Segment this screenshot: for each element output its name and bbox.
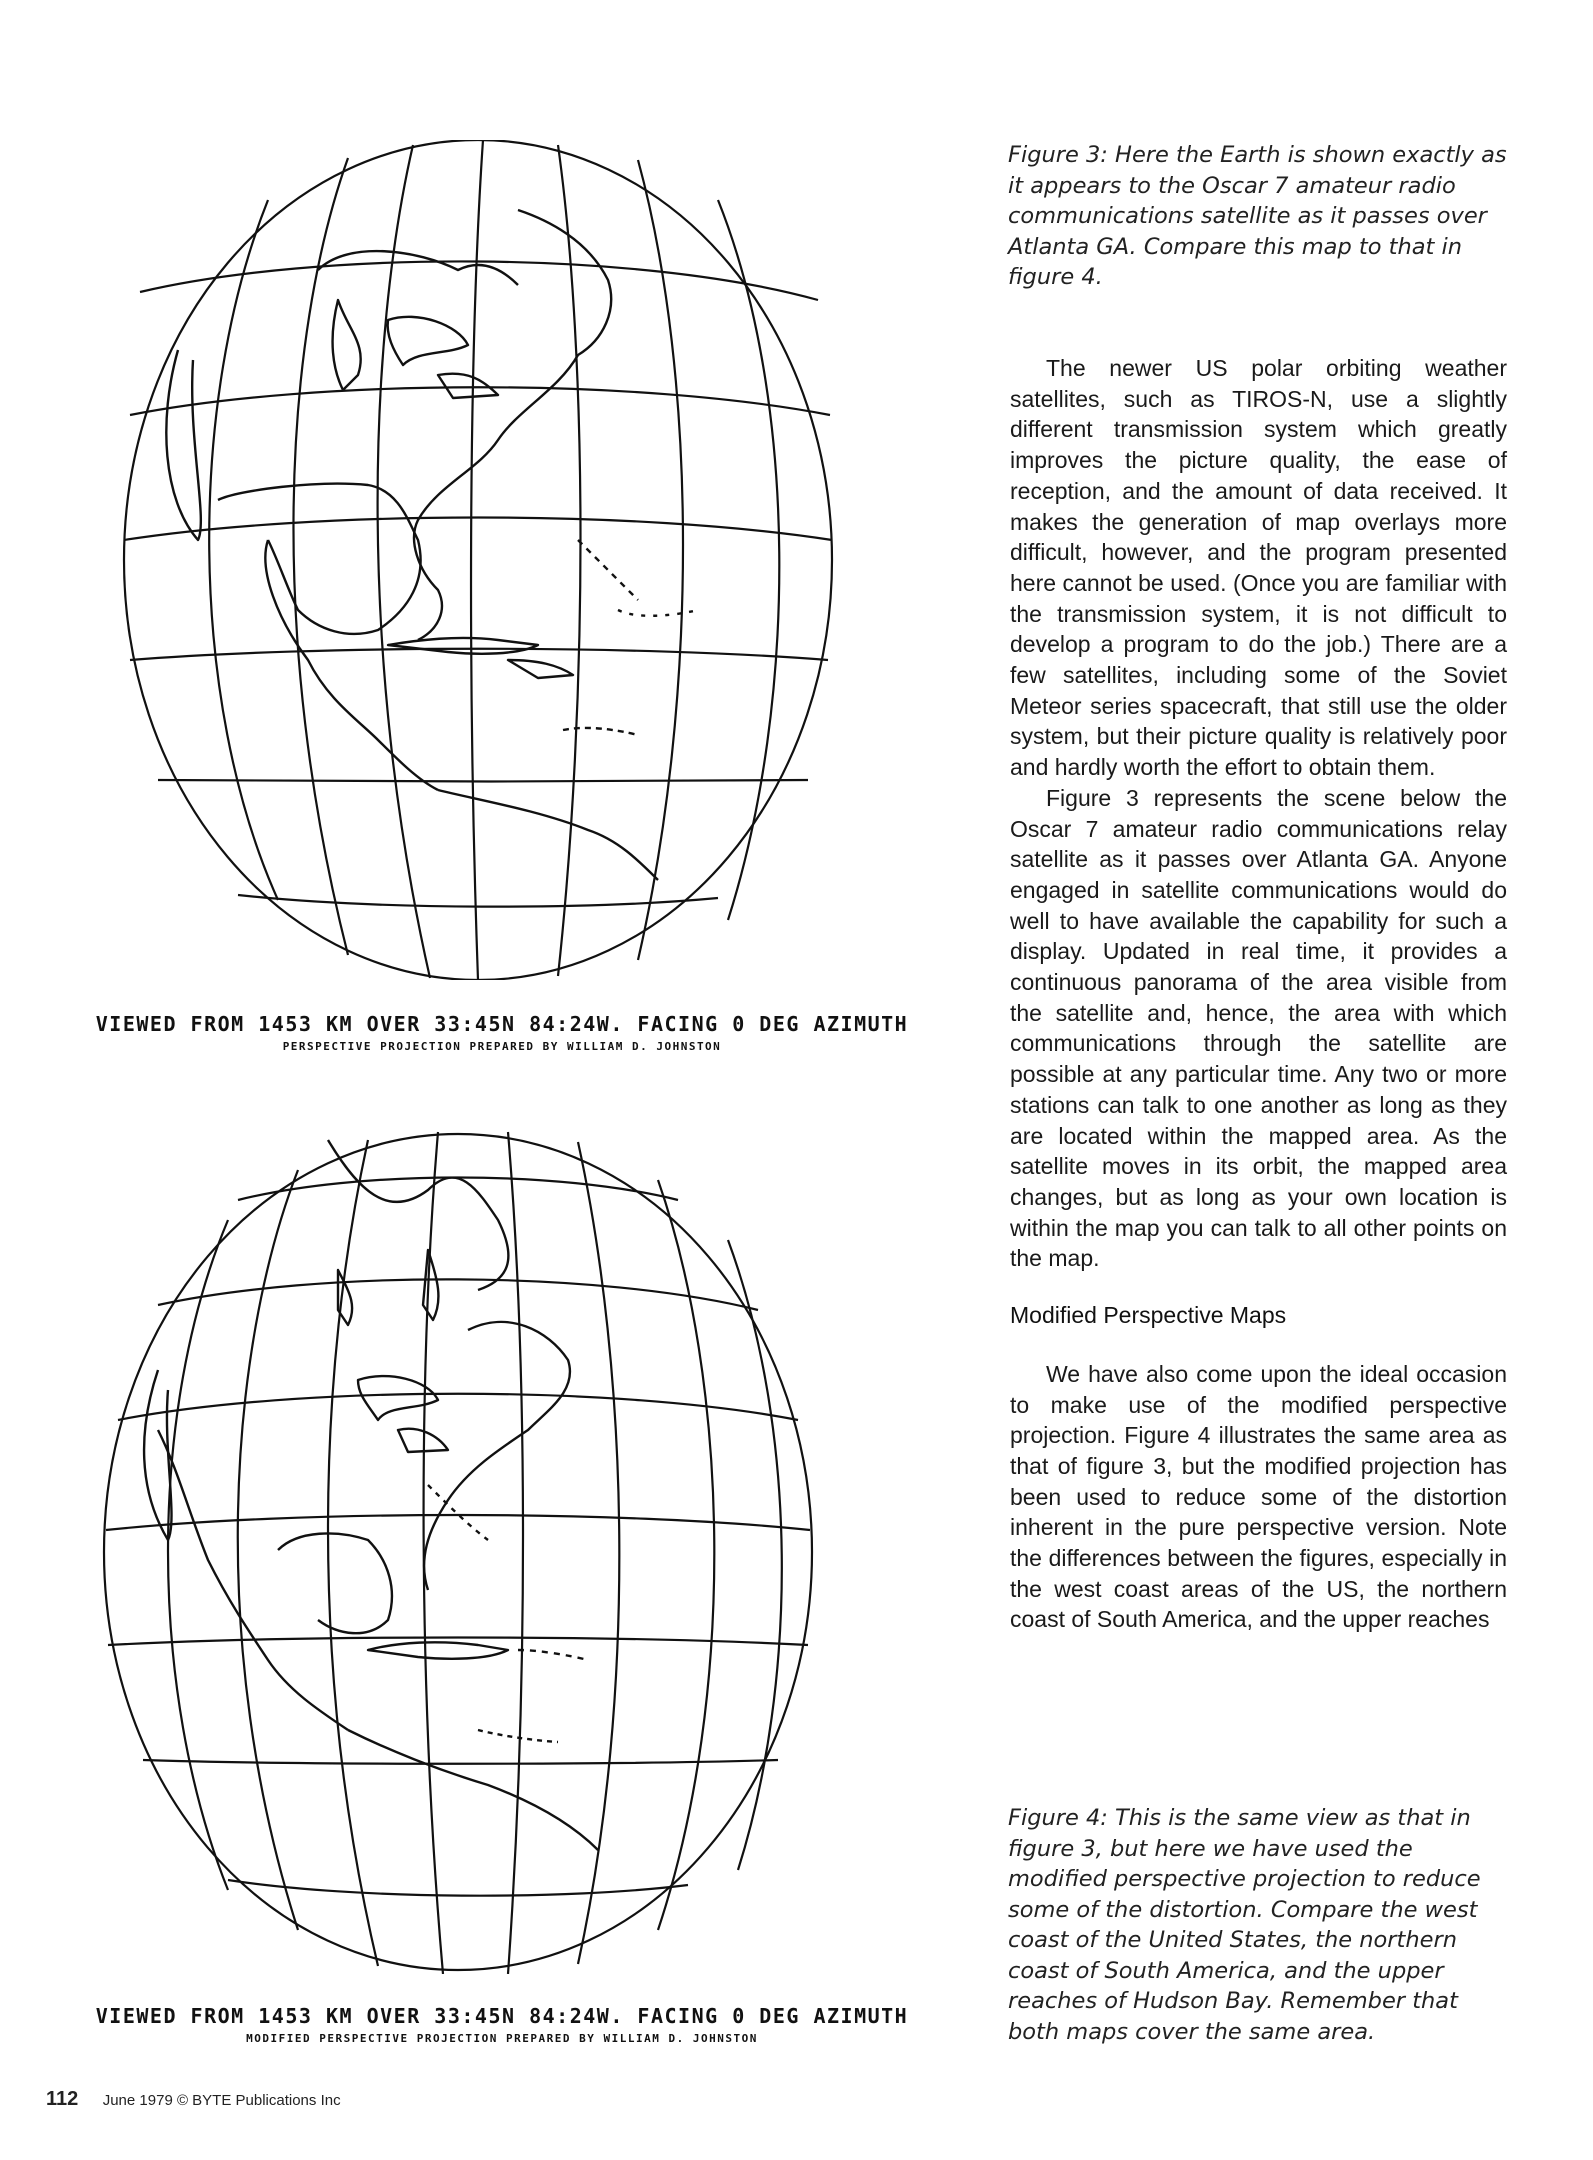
figure3-caption: Figure 3: Here the Earth is shown exactly as it appears to the Oscar 7 amateur radio communications satellite as it passes over Atlanta GA. Compare this map to that in figure 4. xyxy=(1008,142,1507,290)
figure4-map-caption-line2: MODIFIED PERSPECTIVE PROJECTION PREPARED BY WILLIAM D. JOHNSTON xyxy=(246,2032,758,2045)
article-paragraph: Figure 3 represents the scene below the Oscar 7 amateur radio communications relay satellite as it passes over Atlanta GA. Anyone engaged in satellite communications would do well to have available the capability for such a display. Updated in real time, it provides a continuous panorama of the area visible from the satellite and, hence, the area with which communications through the satellite are possible at any particular time. Any two or more stations can talk to one another as long as they are located within the mapped area. As the satellite moves in its orbit, the mapped area changes, but as long as your own location is within the map you can talk to all other points on the map. xyxy=(1010,784,1507,1272)
figure4-globe-map xyxy=(98,1130,818,1974)
figure3-globe-map xyxy=(118,140,838,980)
perspective-globe-drawing xyxy=(118,140,838,980)
figure3-map-caption-line1: VIEWED FROM 1453 KM OVER 33:45N 84:24W. FACING 0 DEG AZIMUTH xyxy=(95,1012,909,1036)
page-number: 112 xyxy=(46,2088,79,2110)
figure3-map-caption-line2: PERSPECTIVE PROJECTION PREPARED BY WILLIAM D. JOHNSTON xyxy=(282,1040,722,1053)
page-footer xyxy=(46,2088,341,2111)
figure4-map-caption xyxy=(92,2004,912,2045)
modified-perspective-globe-drawing xyxy=(98,1130,818,1974)
figure4-map-caption-line1: VIEWED FROM 1453 KM OVER 33:45N 84:24W. FACING 0 DEG AZIMUTH xyxy=(95,2004,909,2028)
publication-credit: June 1979 © BYTE Publications Inc xyxy=(102,2092,341,2109)
figure3-map-caption xyxy=(92,1012,912,1053)
article-body xyxy=(1010,353,1507,1635)
section-heading: Modified Perspective Maps xyxy=(1010,1302,1287,1329)
figure4-caption: Figure 4: This is the same view as that in figure 3, but here we have used the modified perspective projection to reduce some of the distortion. Compare the west coast of the United States, the northern coast of South America, and the upper reaches of Hudson Bay. Remember that both maps cover the same area. xyxy=(1008,1805,1481,2045)
article-paragraph: The newer US polar orbiting weather satellites, such as TIROS-N, use a slightly different transmission system which greatly improves the picture quality, the ease of reception, and the amount of data received. It makes the generation of map overlays more difficult, however, and the program presented here cannot be used. (Once you are familiar with the transmission system, it is not difficult to develop a program to do the job.) There are a few satellites, including some of the Soviet Meteor series spacecraft, that still use the older system, but their picture quality is relatively poor and hardly worth the effort to obtain them. xyxy=(1010,355,1507,781)
article-paragraph: We have also come upon the ideal occasion to make use of the modified perspective projection. Figure 4 illustrates the same area as that of figure 3, but the modified projection has been used to reduce some of the distortion inherent in the pure perspective version. Note the differences between the figures, especially in the west coast areas of the US, the northern coast of South America, and the upper reaches xyxy=(1010,1360,1507,1633)
